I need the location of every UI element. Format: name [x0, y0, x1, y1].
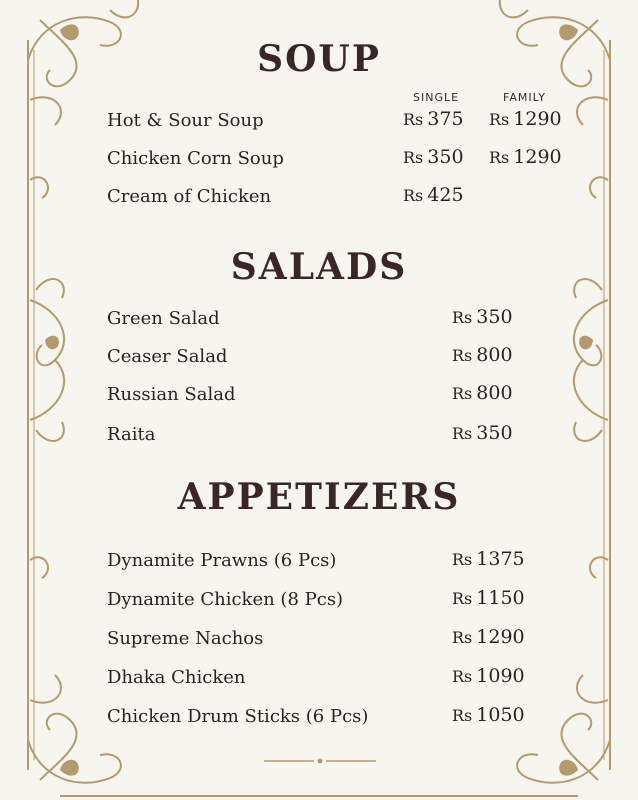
appetizers-title: APPETIZERS [177, 476, 461, 518]
appetizer-item-price: Rs 1375 [452, 548, 525, 570]
single-column-header: SINGLE [413, 91, 460, 104]
soup-item-single-price: Rs 425 [403, 184, 464, 206]
soup-item-family-price: Rs 1290 [489, 146, 562, 168]
appetizer-item-name: Dynamite Prawns (6 Pcs) [107, 550, 337, 571]
appetizer-item-name: Dynamite Chicken (8 Pcs) [107, 589, 344, 610]
salad-item-name: Raita [107, 424, 156, 445]
soup-item-single-price: Rs 350 [403, 146, 464, 168]
bottom-divider [264, 757, 376, 765]
appetizer-item-price: Rs 1290 [452, 626, 525, 648]
appetizer-item-name: Dhaka Chicken [107, 667, 246, 688]
family-column-header: FAMILY [503, 91, 546, 104]
soup-item-name: Cream of Chicken [107, 186, 272, 207]
salad-item-name: Russian Salad [107, 384, 236, 405]
salads-title: SALADS [230, 246, 408, 288]
salad-item-price: Rs 350 [452, 306, 513, 328]
soup-item-single-price: Rs 375 [403, 108, 464, 130]
appetizer-item-name: Supreme Nachos [107, 628, 264, 649]
salad-item-name: Green Salad [107, 308, 220, 329]
salad-item-name: Ceaser Salad [107, 346, 228, 367]
appetizer-item-price: Rs 1090 [452, 665, 525, 687]
appetizer-item-name: Chicken Drum Sticks (6 Pcs) [107, 706, 369, 727]
salad-item-price: Rs 800 [452, 344, 513, 366]
salad-item-price: Rs 350 [452, 422, 513, 444]
soup-item-name: Hot & Sour Soup [107, 110, 264, 131]
appetizer-item-price: Rs 1050 [452, 704, 525, 726]
soup-item-family-price: Rs 1290 [489, 108, 562, 130]
soup-title: SOUP [257, 38, 381, 80]
soup-item-name: Chicken Corn Soup [107, 148, 284, 169]
salad-item-price: Rs 800 [452, 382, 513, 404]
appetizer-item-price: Rs 1150 [452, 587, 525, 609]
